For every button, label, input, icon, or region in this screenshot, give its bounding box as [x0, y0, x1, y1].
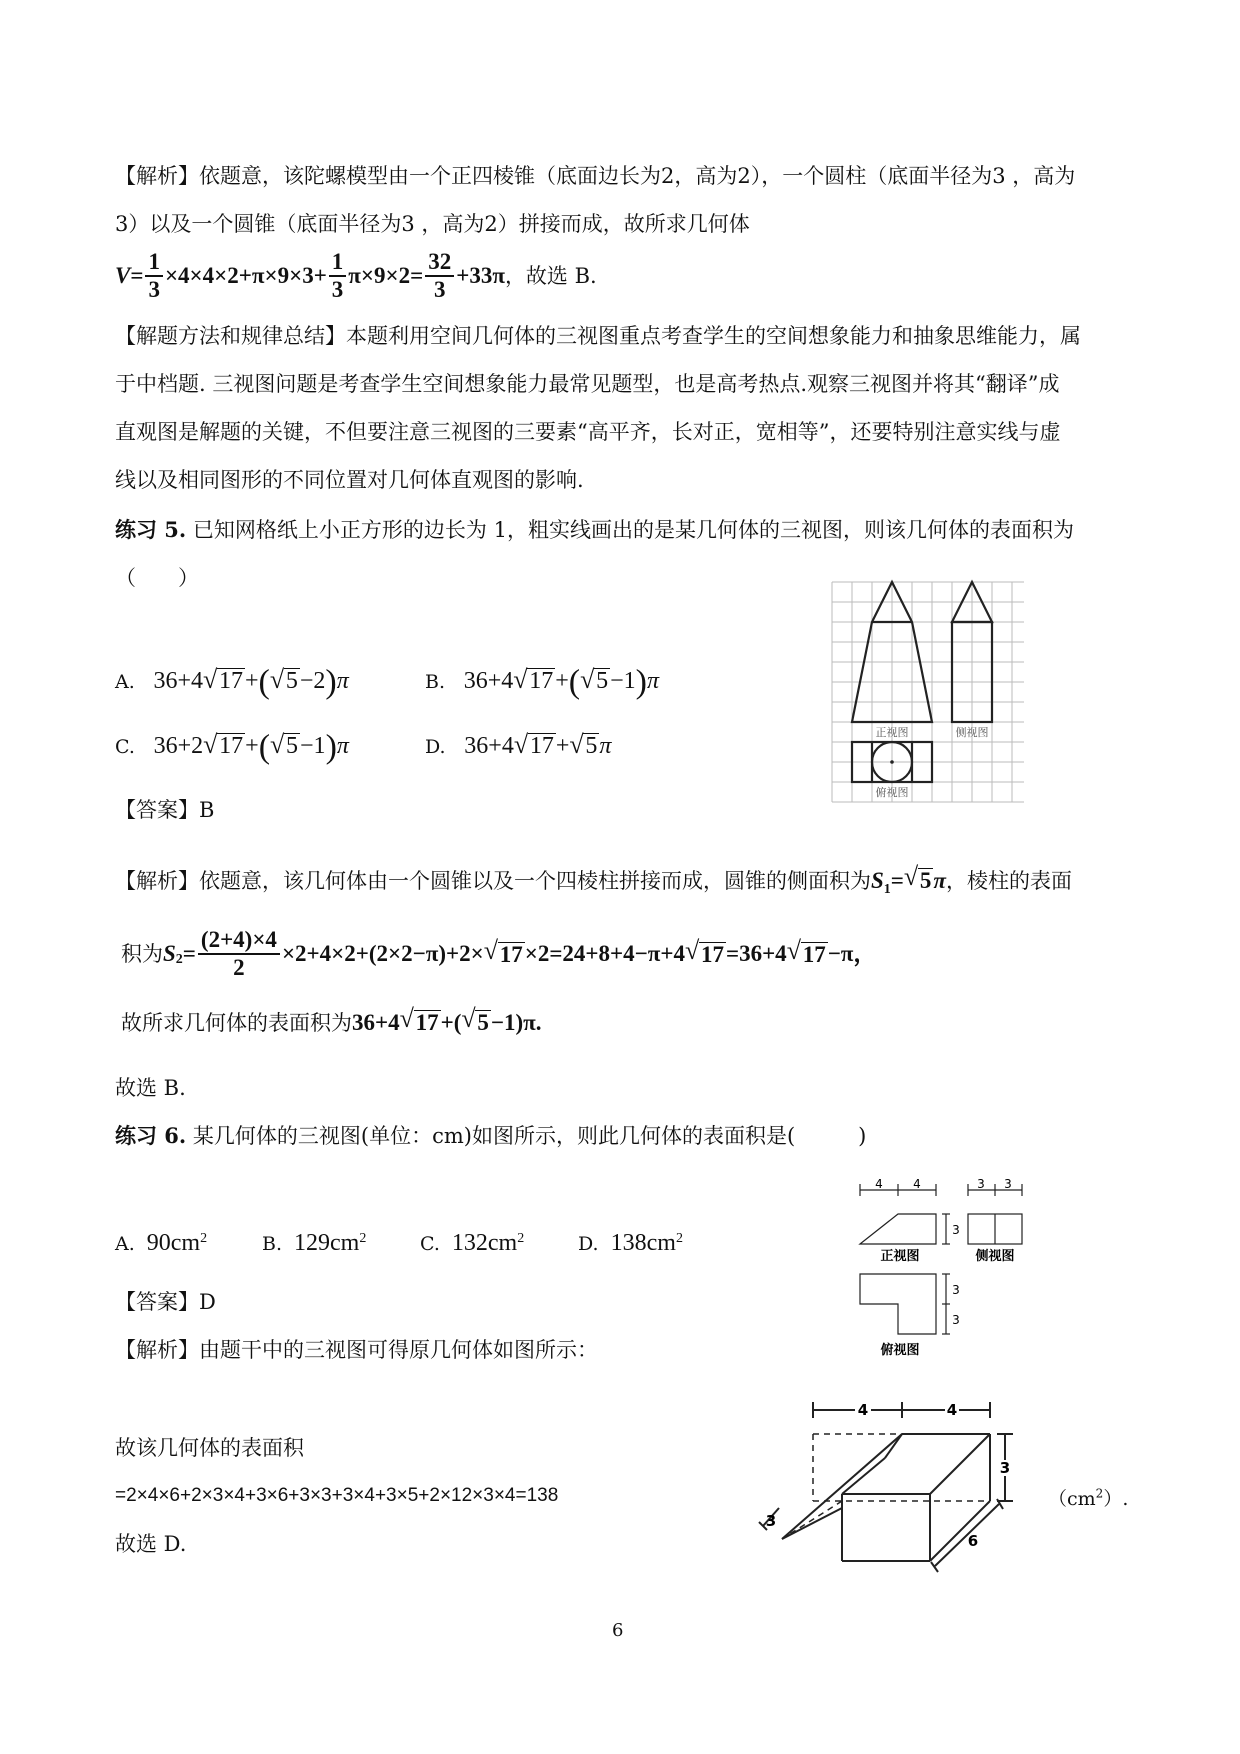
top-view-label: 俯视图 — [875, 786, 909, 799]
summary-line-1: 【解题方法和规律总结】本题利用空间几何体的三视图重点考查学生的空间想象能力和抽象思维能力，属 — [115, 324, 1081, 348]
exercise-6-option-a[interactable]: A. $90cm^2$ — [115, 1230, 208, 1256]
fraction: $\frac{(2+4)\times 4}{2}$ — [198, 927, 280, 981]
dim-label: 4 — [913, 1178, 921, 1191]
dim-label: 3 — [952, 1223, 960, 1237]
fraction: $\frac{32}{3}$ — [425, 249, 454, 303]
exercise-5-paren: （ ） — [115, 566, 199, 590]
exercise-5-solution-line-1: 【解析】依题意，该几何体由一个圆锥以及一个四棱柱拼接而成，圆锥的侧面积为$S_1=√$ 5π，棱柱的表面 — [115, 868, 1072, 902]
exercise-6-option-c[interactable]: C. $132cm^2$ — [420, 1230, 525, 1256]
exercise-5-solution-line-2: 积为 S $_2$ = $\frac{(2+4)\times 4}{2}$ ×2+4×2+(2×2−π)+2× √ 17 ×2=24+8+4−π+4 √ 17 =36+4 √ 17 −π， — [115, 924, 876, 984]
exercise-5-option-b[interactable]: B. 36+4√ 17+(√ 5−1)π — [425, 668, 659, 695]
dim-label: 6 — [967, 1532, 979, 1550]
dim-label: 4 — [875, 1178, 883, 1191]
top-view-label: 俯视图 — [880, 1343, 920, 1358]
exercise-5-option-d[interactable]: D. 36+4√ 17+√ 5π — [425, 733, 611, 760]
dim-label: 3 — [952, 1313, 960, 1327]
dim-label: 3 — [999, 1459, 1011, 1477]
summary-line-3: 直观图是解题的关键，不但要注意三视图的三要素“高平齐，长对正，宽相等”，还要特别注意实线与虚 — [115, 420, 1061, 444]
exercise-6-solid-figure — [735, 1398, 1035, 1620]
exercise-6-option-b[interactable]: B. $129cm^2$ — [262, 1230, 367, 1256]
dim-label: 3 — [1004, 1178, 1012, 1191]
page-number: 6 — [612, 1620, 624, 1641]
exercise-5-solution-line-3: 故所求几何体的表面积为36+4√ 17+(√ 5−1)π. — [115, 1010, 542, 1035]
exercise-6-solution-a: 故该几何体的表面积 — [115, 1436, 304, 1460]
fraction: $\frac{1}{3}$ — [145, 249, 163, 303]
front-view-label: 正视图 — [880, 1249, 920, 1264]
fraction: $\frac{1}{3}$ — [329, 249, 347, 303]
exercise-5-question: 练习 5. 已知网格纸上小正方形的边长为 1，粗实线画出的是某几何体的三视图，则该几何体的表面积为 — [115, 517, 1074, 542]
summary-line-2: 于中档题. 三视图问题是考查学生空间想象能力最常见题型，也是高考热点.观察三视图并将其“翻译”成 — [115, 372, 1060, 396]
side-view-label: 侧视图 — [975, 1249, 1015, 1264]
exercise-6-answer: 【答案】D — [115, 1290, 216, 1314]
dim-label: 3 — [977, 1178, 985, 1191]
volume-formula: V = $\frac{1}{3}$ ×4×4×2+π×9×3+ $\frac{1}{3}$ π×9×2= $\frac{32}{3}$ +33π ，故选 B. — [115, 249, 597, 302]
solution-line-2: 3）以及一个圆锥（底面半径为3 ，高为2）拼接而成，故所求几何体 — [115, 212, 750, 236]
exercise-6-three-view-figure — [848, 1178, 1038, 1360]
exercise-6-label: 练习 6. — [115, 1123, 187, 1148]
exercise-6-final: 故选 D. — [115, 1532, 187, 1556]
summary-line-4: 线以及相同图形的不同位置对几何体直观图的影响. — [115, 468, 584, 492]
exercise-6-solution-intro: 【解析】由题干中的三视图可得原几何体如图所示： — [115, 1338, 598, 1362]
solution-line-1: 【解析】依题意，该陀螺模型由一个正四棱锥（底面边长为2，高为2），一个圆柱（底面半径为3 ，高为 — [115, 164, 1076, 188]
exercise-5-final: 故选 B. — [115, 1076, 186, 1100]
exercise-5-three-view-figure — [828, 578, 1028, 810]
exercise-6-solution-b: =2×4×6+2×3×4+3×6+3×3+3×4+3×5+2×12×3×4=138 — [115, 1485, 559, 1506]
dim-label: 3 — [952, 1283, 960, 1297]
exercise-6-option-d[interactable]: D. $138cm^2$ — [578, 1230, 683, 1256]
exercise-6-question: 练习 6. 某几何体的三视图(单位：cm)如图所示，则此几何体的表面积是( ) — [115, 1123, 867, 1148]
exercise-5-label: 练习 5. — [115, 517, 187, 542]
dim-label: 4 — [946, 1401, 958, 1419]
exercise-5-option-c[interactable]: C. 36+2√ 17+(√ 5−1)π — [115, 733, 349, 760]
side-view-label: 侧视图 — [955, 726, 989, 739]
dim-label: 3 — [765, 1512, 777, 1530]
exercise-5-option-a[interactable]: A. 36+4√ 17+(√ 5−2)π — [115, 668, 349, 695]
exercise-5-answer: 【答案】B — [115, 798, 215, 822]
dim-label: 4 — [857, 1401, 869, 1419]
exercise-6-unit: $(cm^2)$. — [1048, 1486, 1129, 1510]
front-view-label: 正视图 — [875, 726, 909, 739]
